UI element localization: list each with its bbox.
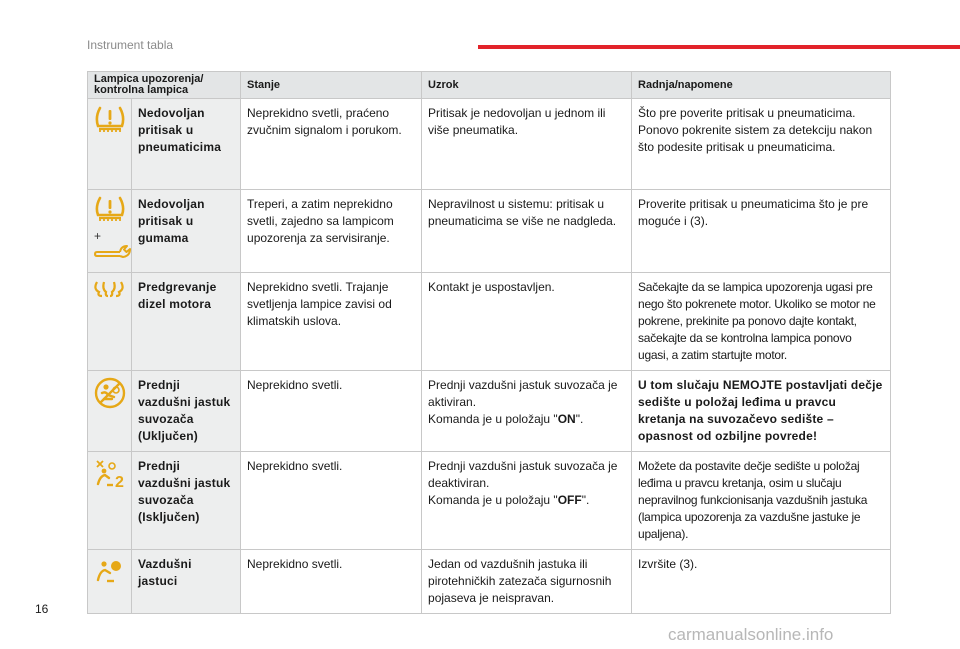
glow-plug-icon: [94, 279, 124, 299]
lamp-action: Sačekajte da se lampica upozorenja ugasi pre nego što pokrenete motor. Ukoliko se motor ne pokrene, prekinite pa ponovo dajte kontakt, sačekajte da se kontrolna lampica ponovo ugasi, a zatim startujte motor.: [632, 273, 891, 371]
table-row: [88, 190, 891, 273]
tire-pressure-warning-icon: [94, 105, 126, 135]
airbag-digit: 2: [115, 474, 124, 488]
table-row: [88, 550, 891, 614]
lamp-action: Možete da postavite dečje sedište u položaj leđima u pravcu kretanja, osim u slučaju nepravilnog funkcionisanja vazdušnih jastuka (lampica upozorenja za vazdušne jastuke je upaljena).: [632, 452, 891, 550]
lamp-name: Nedovoljan pritisak u gumama: [132, 190, 241, 273]
page-number: 16: [35, 602, 49, 616]
switch-position: OFF: [557, 493, 582, 507]
lamp-cause: [422, 452, 632, 550]
plus-sign: +: [94, 229, 102, 243]
airbag-warning-icon: [94, 556, 128, 584]
icon-cell: [88, 273, 132, 371]
lamp-cause: Nepravilnost u sistemu: pritisak u pneumaticima se više ne nadgleda.: [422, 190, 632, 273]
lamp-state: Neprekidno svetli.: [241, 371, 422, 452]
icon-cell: [88, 550, 132, 614]
switch-position: ON: [557, 412, 576, 426]
cause-line: Komanda je u položaju ": [428, 412, 558, 426]
header-accent-line: [478, 45, 960, 49]
tire-pressure-icon: [94, 196, 126, 224]
lamp-state: Neprekidno svetli, praćeno zvučnim signalom i porukom.: [241, 99, 422, 190]
service-wrench-icon: [94, 243, 132, 261]
watermark: carmanualsonline.info: [668, 625, 834, 644]
lamp-action: U tom slučaju NEMOJTE postavljati dečje sedište u položaj leđima u pravcu kretanja na suvozačevo sedište – opasnost od ozbiljne povrede!: [632, 371, 891, 452]
header-lamp: Lampica upozorenja/ kontrolna lampica: [88, 72, 241, 99]
table-row: [88, 452, 891, 550]
icon-cell: [88, 99, 132, 190]
header-state: Stanje: [241, 72, 422, 99]
cause-line-end: ".: [581, 493, 590, 507]
table-header-row: [88, 72, 891, 99]
lamp-state: Neprekidno svetli.: [241, 452, 422, 550]
cause-line: Komanda je u položaju ": [428, 493, 558, 507]
cause-line-end: ".: [575, 412, 584, 426]
icon-cell: [88, 190, 132, 273]
page-header-title: Instrument tabla: [87, 38, 174, 52]
header-cause: Uzrok: [422, 72, 632, 99]
lamp-name: Nedovoljan pritisak u pneumaticima: [132, 99, 241, 190]
lamp-action: Proverite pritisak u pneumaticima što je pre moguće i (3).: [632, 190, 891, 273]
lamp-state: Treperi, a zatim neprekidno svetli, zajedno sa lampicom upozorenja za servisiranje.: [241, 190, 422, 273]
cause-line: Prednji vazdušni jastuk suvozača je aktiviran.: [428, 378, 618, 409]
lamp-cause: Pritisak je nedovoljan u jednom ili više pneumatika.: [422, 99, 632, 190]
lamp-state: Neprekidno svetli.: [241, 550, 422, 614]
lamp-name: Vazdušni jastuci: [132, 550, 241, 614]
lamp-name: Prednji vazdušni jastuk suvozača (Isključen): [132, 452, 241, 550]
airbag-on-icon: [94, 377, 126, 409]
icon-cell: [88, 452, 132, 550]
lamp-cause: Kontakt je uspostavljen.: [422, 273, 632, 371]
cause-line: Prednji vazdušni jastuk suvozača je deaktiviran.: [428, 459, 618, 490]
table-row: [88, 273, 891, 371]
airbag-off-icon: [94, 458, 128, 488]
lamp-cause: Jedan od vazdušnih jastuka ili pirotehničkih zatezača sigurnosnih pojaseva je neispravan.: [422, 550, 632, 614]
lamp-name: Predgrevanje dizel motora: [132, 273, 241, 371]
lamp-name: Prednji vazdušni jastuk suvozača (Uključen): [132, 371, 241, 452]
header-action: Radnja/napomene: [632, 72, 891, 99]
lamp-cause: [422, 371, 632, 452]
icon-cell: [88, 371, 132, 452]
lamp-state: Neprekidno svetli. Trajanje svetljenja lampice zavisi od klimatskih uslova.: [241, 273, 422, 371]
warning-lamps-table: [87, 71, 891, 614]
lamp-action: Što pre poverite pritisak u pneumaticima. Ponovo pokrenite sistem za detekciju nakon što podesite pritisak u pneumaticima.: [632, 99, 891, 190]
lamp-action: Izvršite (3).: [632, 550, 891, 614]
table-row: [88, 99, 891, 190]
table-row: [88, 371, 891, 452]
